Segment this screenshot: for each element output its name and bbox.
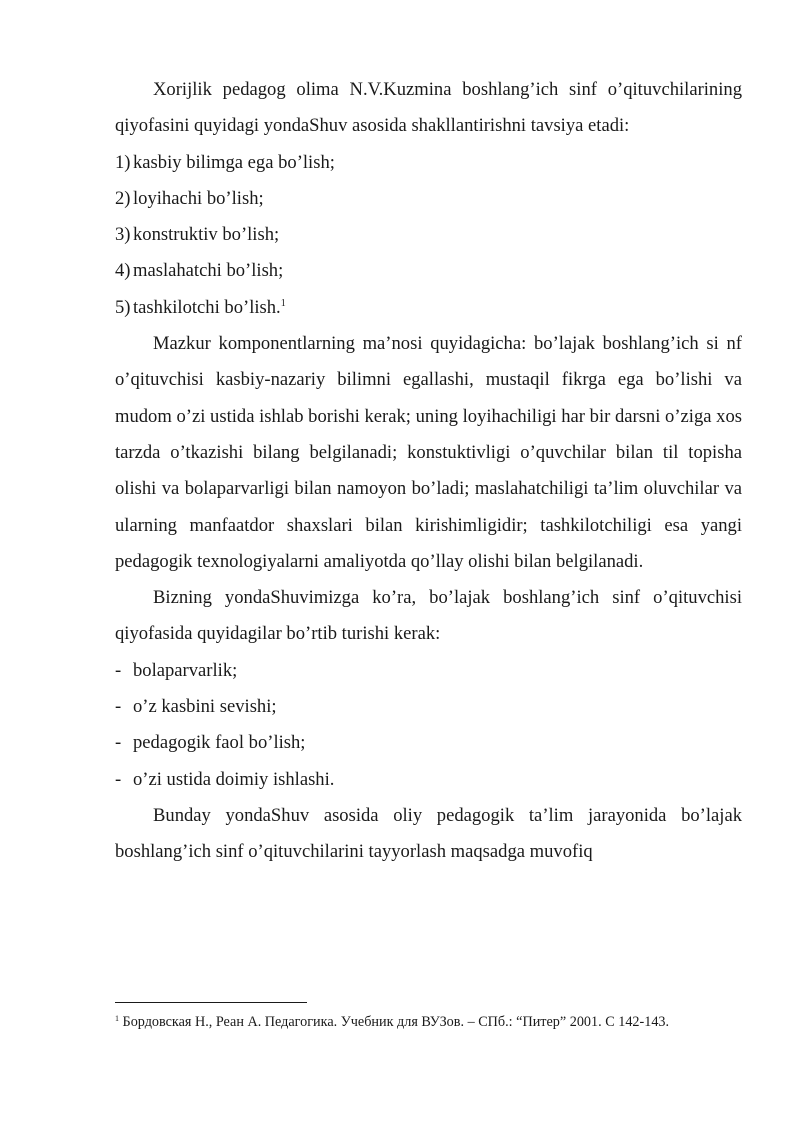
list-item <box>115 181 742 217</box>
dash-list-item <box>115 762 742 798</box>
list-item <box>115 217 742 253</box>
list-item-text: kasbiy bilimga ega bo’lish; <box>133 151 335 173</box>
list-item <box>115 145 742 181</box>
footnote <box>115 1012 742 1032</box>
closing-paragraph: Bunday yondaShuv asosida oliy pedagogik ta’lim jarayonida bo’lajak boshlang’ich sinf o’qituvchilarini tayyorlash maqsadga muvofiq <box>115 804 742 863</box>
list-number: 5) <box>115 296 131 318</box>
dash-list <box>115 653 742 798</box>
dash-marker: - <box>115 732 122 754</box>
list-item-text: tashkilotchi bo’lish. <box>133 296 281 318</box>
dash-marker: - <box>115 659 122 681</box>
components-paragraph: Mazkur komponentlarning ma’nosi quyidagicha: bo’lajak boshlang’ich si nf o’qituvchisi kasbiy-nazariy bilimni egallashi, mustaqil fikrga ega bo’lishi va mudom o’zi ustida ishlab borishi kerak; uning loyihachiligi har bir darsni o’ziga xos tarzda o’tkazishi bilang belgilanadi; konstuktivligi o’quvchilar bilan til topisha olishi va bolaparvarligi bilan namoyon bo’ladi; maslahatchiligi ta’lim oluvchilar va ularning manfaatdor shaxslari bilan kirishimligidir; tashkilotchiligi esa yangi pedagogik texnologiyalarni amaliyotda qo’llay olishi bilan belgilanadi. <box>115 333 742 572</box>
list-number: 4) <box>115 260 131 282</box>
numbered-list <box>115 145 742 326</box>
dash-marker: - <box>115 768 122 790</box>
footnote-marker: 1 <box>115 1014 119 1023</box>
dash-item-text: bolaparvarlik; <box>133 659 238 681</box>
list-item-text: maslahatchi bo’lish; <box>133 260 284 282</box>
footnote-text: Бордовская Н., Реан А. Педагогика. Учебник для ВУЗов. – СПб.: “Питер” 2001. С 142-143. <box>122 1014 670 1030</box>
list-item <box>115 290 742 326</box>
footnote-reference[interactable]: 1 <box>280 297 286 309</box>
dash-list-item <box>115 725 742 761</box>
dash-list-item <box>115 653 742 689</box>
approach-paragraph: Bizning yondaShuvimizga ko’ra, bo’lajak boshlang’ich sinf o’qituvchisi qiyofasida quyidagilar bo’rtib turishi kerak: <box>115 587 742 645</box>
dash-marker: - <box>115 696 122 718</box>
dash-list-item <box>115 689 742 725</box>
dash-item-text: o’z kasbini sevishi; <box>133 696 277 718</box>
footnote-divider <box>115 1002 307 1003</box>
list-number: 3) <box>115 224 131 246</box>
body-text <box>115 72 742 871</box>
dash-item-text: o’zi ustida doimiy ishlashi. <box>133 768 335 790</box>
list-number: 1) <box>115 151 131 173</box>
intro-paragraph: Xorijlik pedagog olima N.V.Kuzmina boshlang’ich sinf o’qituvchilarining qiyofasini quyidagi yondaShuv asosida shakllantirishni tavsiya etadi: <box>115 79 742 137</box>
dash-item-text: pedagogik faol bo’lish; <box>133 732 306 754</box>
list-number: 2) <box>115 187 131 209</box>
list-item <box>115 253 742 289</box>
list-item-text: konstruktiv bo’lish; <box>133 224 280 246</box>
list-item-text: loyihachi bo’lish; <box>133 187 264 209</box>
